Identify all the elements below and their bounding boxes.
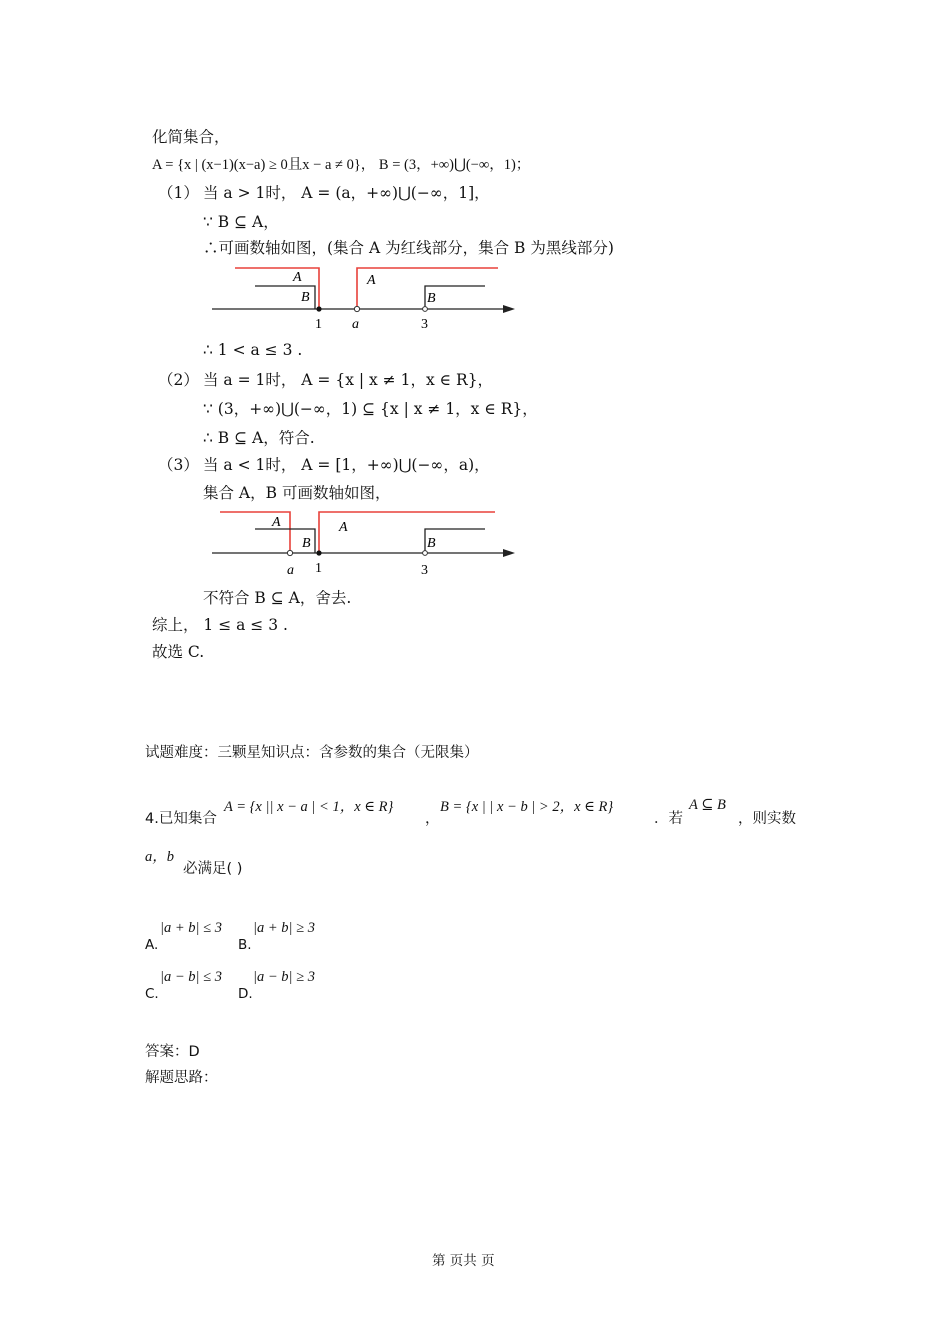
label-a2: A: [339, 520, 348, 535]
difficulty-line: 试题难度：三颗星知识点：含参数的集合（无限集）: [145, 745, 479, 761]
tick-1: 1: [315, 317, 322, 332]
case1-label: （1）: [158, 184, 199, 202]
question-prefix: 4.已知集合: [145, 811, 217, 827]
case2-because: ∵ (3，+∞)⋃(−∞，1) ⊆ {x | x ≠ 1，x ∈ R}，: [203, 400, 538, 418]
number-line-case3: [205, 505, 525, 583]
label-b1: B: [301, 290, 310, 305]
point-a-open: [287, 550, 292, 555]
option-b-expr: |a + b| ≥ 3: [253, 920, 315, 936]
label-b2: B: [427, 536, 436, 551]
case2-condition: 当 a = 1时， A = {x | x ≠ 1，x ∈ R}，: [203, 371, 494, 389]
case1-condition: 当 a > 1时， A = (a，+∞)⋃(−∞，1]，: [203, 184, 490, 202]
label-b2: B: [427, 291, 436, 306]
case2-therefore: ∴ B ⊆ A，符合.: [203, 429, 315, 447]
label-b1: B: [302, 536, 311, 551]
point-3-open: [423, 551, 428, 556]
point-a-open: [354, 306, 359, 311]
answer-line: 答案：D: [145, 1044, 200, 1060]
option-a-expr: |a + b| ≤ 3: [160, 920, 222, 936]
question-tail: 必满足( ): [183, 861, 243, 877]
case1-therefore: ∴可画数轴如图，(集合 A 为红线部分，集合 B 为黑线部分): [203, 239, 614, 257]
tick-a: a: [287, 563, 294, 578]
case3-desc: 集合 A，B 可画数轴如图，: [203, 484, 391, 502]
axis-line: [212, 305, 515, 313]
option-a-letter: A.: [145, 937, 159, 953]
option-c-letter: C.: [145, 986, 159, 1002]
case2-label: （2）: [158, 371, 199, 389]
label-a1: A: [293, 270, 302, 285]
tick-3: 3: [421, 317, 428, 332]
label-a1: A: [272, 515, 281, 530]
solution-summary: 综上， 1 ≤ a ≤ 3 .: [152, 616, 288, 634]
question-comma: ，: [425, 811, 440, 827]
label-a2: A: [367, 273, 376, 288]
question-condition: A ⊆ B: [689, 797, 726, 813]
case1-result: ∴ 1 < a ≤ 3 .: [203, 341, 303, 359]
page-footer: 第 页共 页: [432, 1253, 495, 1269]
tick-3: 3: [421, 563, 428, 578]
case3-result: 不符合 B ⊆ A，舍去.: [203, 589, 352, 607]
question-vars: a，b: [145, 849, 174, 865]
case3-condition: 当 a < 1时， A = [1，+∞)⋃(−∞，a)，: [203, 456, 490, 474]
solution-intro: 化简集合，: [152, 128, 230, 146]
option-c-expr: |a − b| ≤ 3: [160, 969, 222, 985]
tick-a: a: [352, 317, 359, 332]
question-set-b: B = {x | | x − b | > 2，x ∈ R}: [440, 799, 614, 815]
question-mid: ．若: [654, 811, 683, 827]
sets-definition: A = {x | (x−1)(x−a) ≥ 0且x − a ≠ 0}， B = (3，+∞)⋃(−∞，1)；: [152, 157, 531, 173]
solution-answer: 故选 C.: [152, 643, 205, 661]
case3-label: （3）: [158, 456, 199, 474]
point-1-closed: [316, 550, 321, 555]
question-suffix: ，则实数: [738, 811, 796, 827]
option-d-letter: D.: [238, 986, 253, 1002]
number-line-case1: [205, 258, 525, 336]
axis-line: [212, 549, 515, 557]
tick-1: 1: [315, 561, 322, 576]
option-b-letter: B.: [238, 937, 252, 953]
point-3-open: [423, 307, 428, 312]
explanation-label: 解题思路：: [145, 1070, 218, 1086]
point-1-closed: [316, 306, 321, 311]
option-d-expr: |a − b| ≥ 3: [253, 969, 315, 985]
question-set-a: A = {x || x − a | < 1，x ∈ R}: [224, 799, 394, 815]
case1-because: ∵ B ⊆ A，: [203, 213, 279, 231]
